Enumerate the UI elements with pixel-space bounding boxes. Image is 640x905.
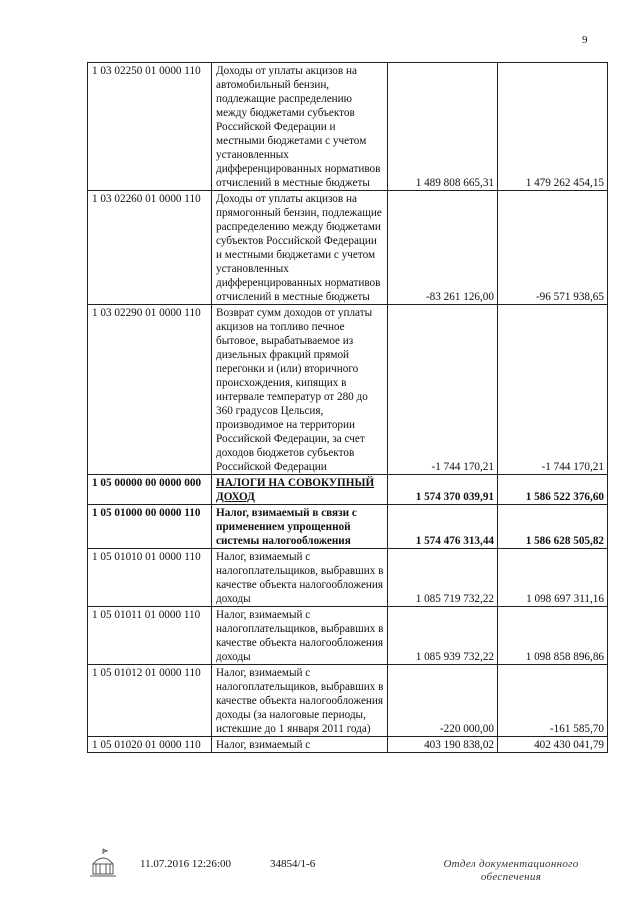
row-name: Налог, взимаемый с xyxy=(212,737,388,753)
city-emblem-icon xyxy=(86,846,120,880)
department-stamp xyxy=(436,858,586,884)
row-value-2: -161 585,70 xyxy=(498,665,608,737)
row-code: 1 03 02250 01 0000 110 xyxy=(88,63,212,191)
row-value-2: 402 430 041,79 xyxy=(498,737,608,753)
row-name: Налог, взимаемый с налогоплательщиков, выбравших в качестве объекта налогообложения доходы (за налоговые периоды, истекшие до 1 января 2011 года) xyxy=(212,665,388,737)
row-name: Возврат сумм доходов от уплаты акцизов на топливо печное бытовое, вырабатываемое из дизельных фракций прямой перегонки и (или) вторичного происхождения, кипящих в интервале температур от 280 до 360 градусов Цельсия, производимое на территории Российской Федерации, за счет доходов бюджетов субъектов Российской Федерации xyxy=(212,305,388,475)
department-line-2: обеспечения xyxy=(480,871,542,883)
table-row xyxy=(88,505,608,549)
row-value-2: -96 571 938,65 xyxy=(498,191,608,305)
table-row xyxy=(88,549,608,607)
row-name: Налог, взимаемый в связи с применением упрощенной системы налогообложения xyxy=(212,505,388,549)
row-code: 1 05 01000 00 0000 110 xyxy=(88,505,212,549)
budget-table xyxy=(87,62,608,753)
row-name-text: НАЛОГИ НА СОВОКУПНЫЙ ДОХОД xyxy=(216,477,375,503)
row-code: 1 05 01011 01 0000 110 xyxy=(88,607,212,665)
row-name: Доходы от уплаты акцизов на автомобильный бензин, подлежащие распределению между бюджетами субъектов Российской Федерации и местными бюджетами с учетом установленных дифференцированных нормативов отчислений в местные бюджеты xyxy=(212,63,388,191)
table-row xyxy=(88,475,608,505)
row-value-1: 1 085 719 732,22 xyxy=(388,549,498,607)
row-code: 1 05 00000 00 0000 000 xyxy=(88,475,212,505)
table-row xyxy=(88,737,608,753)
row-value-2: 1 586 628 505,82 xyxy=(498,505,608,549)
row-value-1: 403 190 838,02 xyxy=(388,737,498,753)
row-code: 1 05 01020 01 0000 110 xyxy=(88,737,212,753)
row-name: Доходы от уплаты акцизов на прямогонный бензин, подлежащие распределению между бюджетами субъектов Российской Федерации и местными бюджетами с учетом установленных дифференцированных нормативов отчислений в местные бюджеты xyxy=(212,191,388,305)
row-value-2: 1 098 858 896,86 xyxy=(498,607,608,665)
department-line-1: Отдел документационного xyxy=(443,858,579,870)
row-value-1: 1 574 370 039,91 xyxy=(388,475,498,505)
row-value-1: -83 261 126,00 xyxy=(388,191,498,305)
print-datetime: 11.07.2016 12:26:00 xyxy=(140,858,231,870)
row-name: Налог, взимаемый с налогоплательщиков, выбравших в качестве объекта налогообложения доходы xyxy=(212,549,388,607)
table-row xyxy=(88,665,608,737)
table-row xyxy=(88,191,608,305)
row-value-2: 1 098 697 311,16 xyxy=(498,549,608,607)
document-number: 34854/1-6 xyxy=(270,858,316,870)
row-value-2: 1 586 522 376,60 xyxy=(498,475,608,505)
row-value-1: 1 489 808 665,31 xyxy=(388,63,498,191)
row-code: 1 03 02290 01 0000 110 xyxy=(88,305,212,475)
row-value-2: 1 479 262 454,15 xyxy=(498,63,608,191)
row-value-1: 1 574 476 313,44 xyxy=(388,505,498,549)
row-value-2: -1 744 170,21 xyxy=(498,305,608,475)
row-code: 1 05 01010 01 0000 110 xyxy=(88,549,212,607)
row-code: 1 03 02260 01 0000 110 xyxy=(88,191,212,305)
table-row xyxy=(88,305,608,475)
row-value-1: 1 085 939 732,22 xyxy=(388,607,498,665)
row-name xyxy=(212,475,388,505)
row-name: Налог, взимаемый с налогоплательщиков, выбравших в качестве объекта налогообложения доходы xyxy=(212,607,388,665)
table-row xyxy=(88,607,608,665)
page-number: 9 xyxy=(582,34,588,46)
row-value-1: -220 000,00 xyxy=(388,665,498,737)
row-code: 1 05 01012 01 0000 110 xyxy=(88,665,212,737)
table-row xyxy=(88,63,608,191)
row-value-1: -1 744 170,21 xyxy=(388,305,498,475)
